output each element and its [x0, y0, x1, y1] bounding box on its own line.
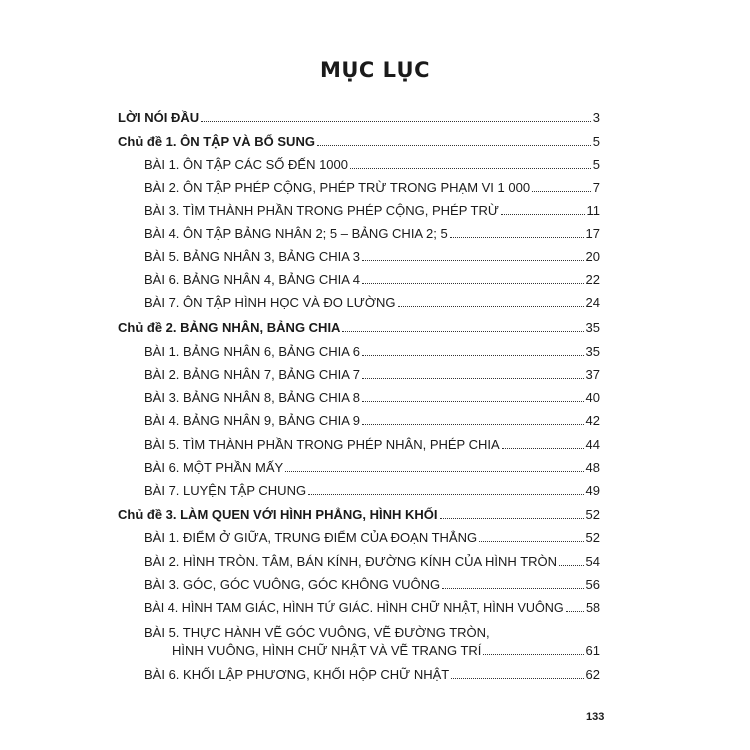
toc-entry-page: 44: [585, 437, 600, 452]
toc-lesson[interactable]: [144, 344, 600, 360]
toc-entry-page: 20: [585, 249, 600, 264]
toc-lesson[interactable]: [144, 483, 600, 499]
toc-lesson[interactable]: [144, 600, 600, 616]
toc-entry-page: 7: [592, 180, 600, 195]
toc-chapter-1[interactable]: [118, 134, 600, 150]
toc-lesson[interactable]: [144, 249, 600, 265]
toc-lesson[interactable]: [144, 272, 600, 288]
toc-entry-label: BÀI 4. ÔN TẬP BẢNG NHÂN 2; 5 – BẢNG CHIA 2; 5: [144, 226, 448, 241]
toc-entry-label: BÀI 2. HÌNH TRÒN. TÂM, BÁN KÍNH, ĐƯỜNG KÍNH CỦA HÌNH TRÒN: [144, 554, 558, 569]
toc-chapter-3[interactable]: [118, 507, 600, 523]
toc-lesson[interactable]: [144, 667, 600, 683]
dot-leader: [532, 191, 591, 192]
dot-leader: [479, 541, 583, 542]
toc-entry-label: BÀI 3. GÓC, GÓC VUÔNG, GÓC KHÔNG VUÔNG: [144, 577, 441, 592]
dot-leader: [483, 654, 583, 655]
dot-leader: [362, 283, 584, 284]
toc-entry-page: 37: [585, 367, 600, 382]
toc-entry-page: 52: [585, 530, 600, 545]
dot-leader: [285, 471, 583, 472]
dot-leader: [362, 424, 584, 425]
toc-entry-page: 58: [585, 601, 600, 615]
toc-entry-page: 40: [585, 390, 600, 405]
toc-lesson[interactable]: [144, 554, 600, 570]
toc-entry-label: BÀI 4. BẢNG NHÂN 9, BẢNG CHIA 9: [144, 413, 361, 428]
dot-leader: [362, 355, 584, 356]
toc-entry-page: 62: [585, 667, 600, 682]
toc-lesson-line-1[interactable]: BÀI 5. THỰC HÀNH VẼ GÓC VUÔNG, VẼ ĐƯỜNG TRÒN,: [144, 625, 490, 640]
dot-leader: [362, 378, 584, 379]
toc-entry-page: 5: [592, 134, 600, 149]
dot-leader: [566, 611, 584, 612]
toc-lesson[interactable]: [144, 226, 600, 242]
toc-entry-label: BÀI 6. MỘT PHẦN MẤY: [144, 460, 284, 475]
toc-entry-label: BÀI 7. ÔN TẬP HÌNH HỌC VÀ ĐO LƯỜNG: [144, 295, 396, 310]
toc-entry-label: LỜI NÓI ĐẦU: [118, 110, 200, 125]
toc-lesson[interactable]: [144, 460, 600, 476]
toc-entry-label: BÀI 1. BẢNG NHÂN 6, BẢNG CHIA 6: [144, 344, 361, 359]
toc-entry-page: 35: [585, 344, 600, 359]
toc-entry-label: BÀI 4. HÌNH TAM GIÁC, HÌNH TỨ GIÁC. HÌNH CHỮ NHẬT, HÌNH VUÔNG: [144, 601, 564, 615]
toc-lesson[interactable]: [144, 413, 600, 429]
dot-leader: [450, 237, 584, 238]
dot-leader: [440, 518, 584, 519]
toc-entry-label: BÀI 6. KHỐI LẬP PHƯƠNG, KHỐI HỘP CHỮ NHẬT: [144, 667, 450, 682]
dot-leader: [502, 448, 584, 449]
toc-entry-label: HÌNH VUÔNG, HÌNH CHỮ NHẬT VÀ VẼ TRANG TRÍ: [172, 643, 482, 658]
toc-entry-page: 11: [586, 203, 600, 218]
dot-leader: [350, 168, 591, 169]
dot-leader: [559, 565, 584, 566]
dot-leader: [201, 121, 591, 122]
toc-entry-label: BÀI 1. ÔN TẬP CÁC SỐ ĐẾN 1000: [144, 157, 348, 172]
dot-leader: [442, 588, 583, 589]
toc-entry-page: 42: [585, 413, 600, 428]
toc-lesson[interactable]: [144, 157, 600, 173]
dot-leader: [342, 331, 583, 332]
toc-entry-label: BÀI 2. ÔN TẬP PHÉP CỘNG, PHÉP TRỪ TRONG PHẠM VI 1 000: [144, 180, 531, 195]
toc-lesson[interactable]: [144, 390, 600, 406]
toc-entry-label: BÀI 7. LUYỆN TẬP CHUNG: [144, 483, 307, 498]
toc-entry-page: 54: [585, 554, 600, 569]
toc-entry-page: 35: [585, 320, 600, 335]
toc-entry-label: BÀI 5. BẢNG NHÂN 3, BẢNG CHIA 3: [144, 249, 361, 264]
toc-entry-label: BÀI 6. BẢNG NHÂN 4, BẢNG CHIA 4: [144, 272, 361, 287]
toc-entry-page: 17: [585, 226, 600, 241]
toc-entry-page: 49: [585, 483, 600, 498]
toc-entry-page: 5: [592, 157, 600, 172]
toc-entry-page: 24: [585, 295, 600, 310]
toc-entry-label: BÀI 5. TÌM THÀNH PHẦN TRONG PHÉP NHÂN, PHÉP CHIA: [144, 437, 500, 452]
page-number: 133: [586, 711, 605, 723]
toc-chapter-2[interactable]: [118, 320, 600, 336]
toc-lesson[interactable]: [144, 530, 600, 546]
toc-entry-label: BÀI 1. ĐIỂM Ở GIỮA, TRUNG ĐIỂM CỦA ĐOẠN THẲNG: [144, 530, 478, 545]
dot-leader: [362, 260, 584, 261]
toc-lesson[interactable]: [144, 577, 600, 593]
toc-entry-preface[interactable]: [118, 110, 600, 126]
toc-entry-label: Chủ đề 1. ÔN TẬP VÀ BỔ SUNG: [118, 134, 315, 149]
toc-entry-page: 61: [585, 643, 600, 658]
toc-entry-page: 22: [585, 272, 600, 287]
toc-entry-page: 48: [585, 460, 600, 475]
dot-leader: [501, 214, 585, 215]
toc-entry-page: 52: [585, 507, 600, 522]
toc-lesson[interactable]: [144, 295, 600, 311]
toc-lesson[interactable]: [144, 437, 600, 453]
toc-entry-page: 56: [585, 577, 600, 592]
toc-entry-label: BÀI 3. TÌM THÀNH PHẦN TRONG PHÉP CỘNG, PHÉP TRỪ: [144, 203, 499, 218]
dot-leader: [308, 494, 583, 495]
page-title: MỤC LỤC: [319, 58, 431, 82]
toc-entry-page: 3: [592, 110, 600, 125]
toc-entry-label: Chủ đề 2. BẢNG NHÂN, BẢNG CHIA: [118, 320, 341, 335]
dot-leader: [362, 401, 584, 402]
toc-entry-label: Chủ đề 3. LÀM QUEN VỚI HÌNH PHẲNG, HÌNH KHỐI: [118, 507, 438, 522]
toc-lesson[interactable]: [172, 643, 600, 659]
toc-lesson[interactable]: [144, 367, 600, 383]
toc-entry-label: BÀI 3. BẢNG NHÂN 8, BẢNG CHIA 8: [144, 390, 361, 405]
toc-lesson[interactable]: [144, 180, 600, 196]
dot-leader: [398, 306, 584, 307]
toc-entry-label: BÀI 2. BẢNG NHÂN 7, BẢNG CHIA 7: [144, 367, 361, 382]
toc-lesson[interactable]: [144, 203, 600, 219]
dot-leader: [451, 678, 583, 679]
dot-leader: [317, 145, 591, 146]
